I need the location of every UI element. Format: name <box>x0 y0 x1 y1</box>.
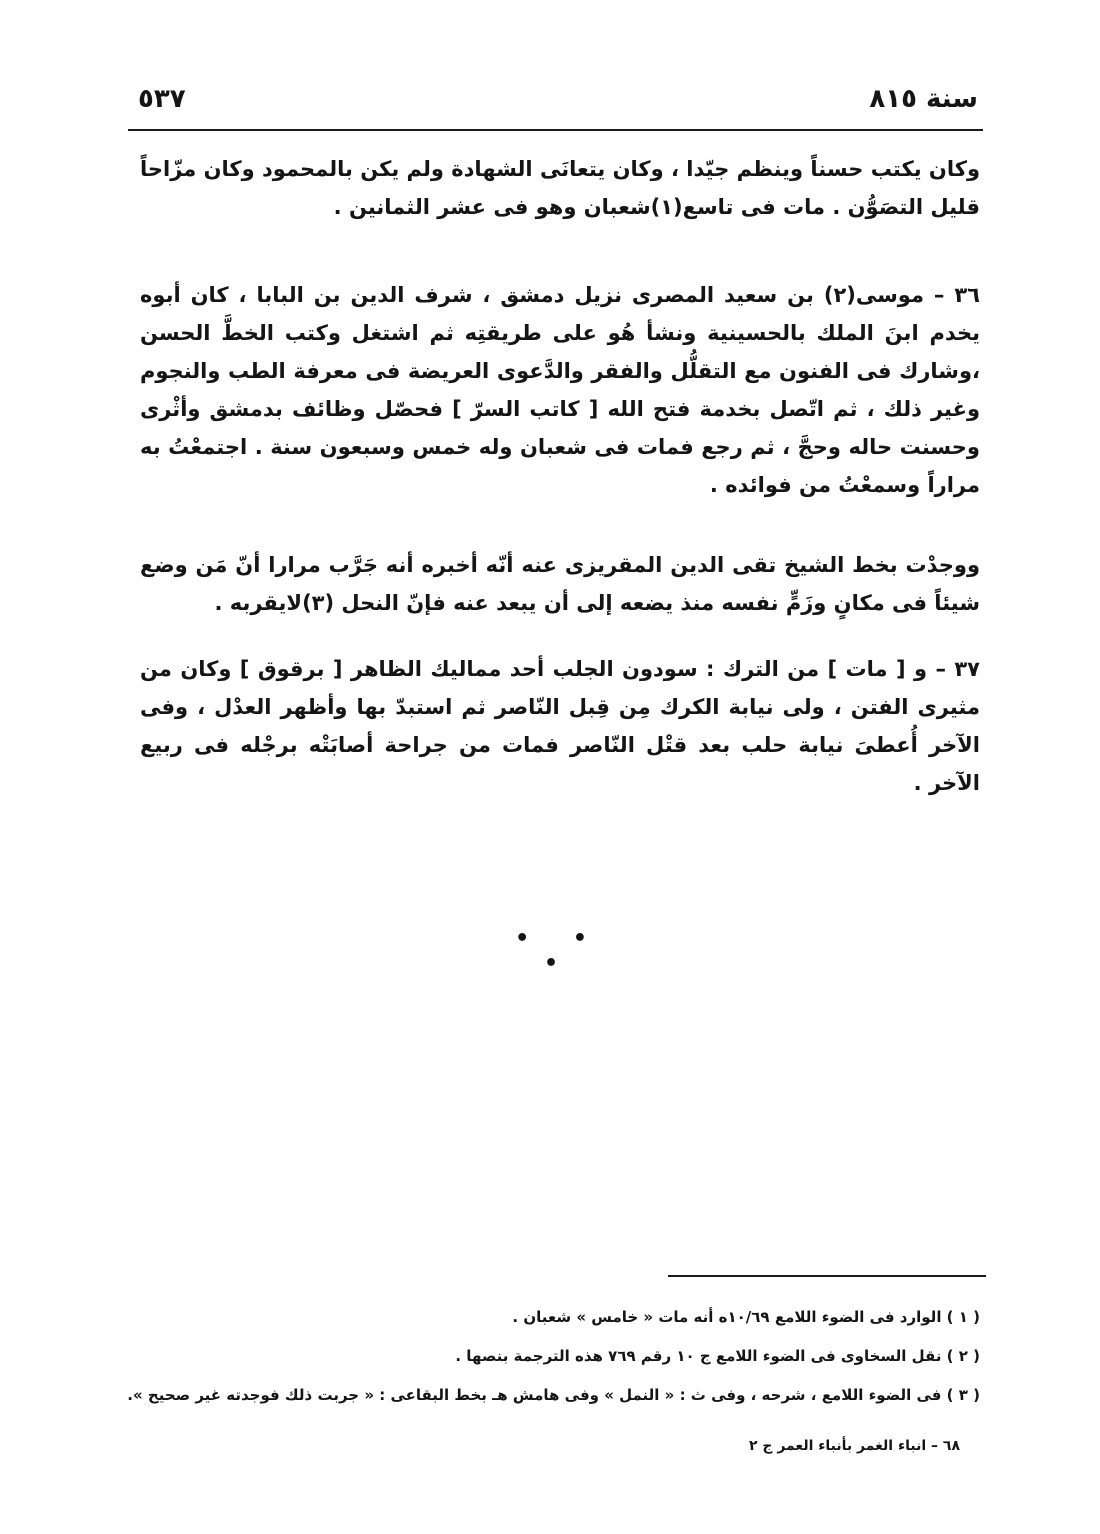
footnote-rule <box>668 1275 986 1277</box>
paragraph-continuation: وكان يكتب حسناً وينظم جيّدا ، وكان يتعانَى الشهادة ولم يكن بالمحمود وكان مزّاحاً قليل التصَوُّن . مات فى تاسع(١)شعبان وهو فى عشر الثمانين . <box>140 157 980 219</box>
footnote-2: ( ٢ ) نقل السخاوى فى الضوء اللامع ج ١٠ رقم ٧٦٩ هذه الترجمة بنصها . <box>455 1347 980 1365</box>
book-imprint: ٦٨ – انباء الغمر بأنباء العمر ج ٢ <box>748 1438 960 1454</box>
footnotes <box>127 1298 980 1415</box>
year-heading: سنة ٨١٥ <box>869 84 978 114</box>
running-head <box>130 80 980 120</box>
header-rule <box>128 129 983 131</box>
entry-37-sudun: ٣٧ – و [ مات ] من الترك : سودون الجلب أحد مماليك الظاهر [ برقوق ] وكان من مثيرى الفتن ، ولى نيابة الكرك مِن قِبل النّاصر ثم استبدّ بها وأظهر العدْل ، وفى الآخر أُعطىَ نيابة حلب بعد قتْل النّاصر فمات من جراحة أصابَتْه برجْله فى ربيع الآخر . <box>140 657 980 795</box>
footnote-1: ( ١ ) الوارد فى الضوء اللامع ١٠/٦٩ه أنه مات « خامس » شعبان . <box>512 1308 980 1326</box>
section-end-mark: • • • <box>515 926 605 976</box>
page-number: ٥٣٧ <box>138 84 186 114</box>
footnote-3: ( ٣ ) فى الضوء اللامع ، شرحه ، وفى ث : « النمل » وفى هامش هـ بخط البقاعى : « جربت ذلك فوجدته غير صحيح ». <box>127 1386 980 1404</box>
paragraph-maqrizi-note: ووجدْت بخط الشيخ تقى الدين المقريزى عنه أنّه أخبره أنه جَرَّب مرارا أنّ مَن وضع شيئاً فى مكانٍ وزَمٍّ نفسه منذ يضعه إلى أن يبعد عنه فإنّ النحل (٣)لايقربه . <box>140 553 980 615</box>
entry-36-musa: ٣٦ – موسى(٢) بن سعيد المصرى نزيل دمشق ، شرف الدين بن البابا ، كان أبوه يخدم ابنَ الملك بالحسينية ونشأ هُو على طريقتِه ثم اشتغل وكتب الخطَّ الحسن ،وشارك فى الفنون مع التقلُّل والفقر والدَّعوى العريضة فى معرفة الطب والنجوم وغير ذلك ، ثم اتّصل بخدمة فتح الله [ كاتب السرّ ] فحصّل وظائف بدمشق وأثْرى وحسنت حاله وحجَّ ، ثم رجع فمات فى شعبان وله خمس وسبعون سنة . اجتمعْتُ به مراراً وسمعْتُ من فوائده . <box>140 283 980 497</box>
main-text <box>140 150 980 802</box>
